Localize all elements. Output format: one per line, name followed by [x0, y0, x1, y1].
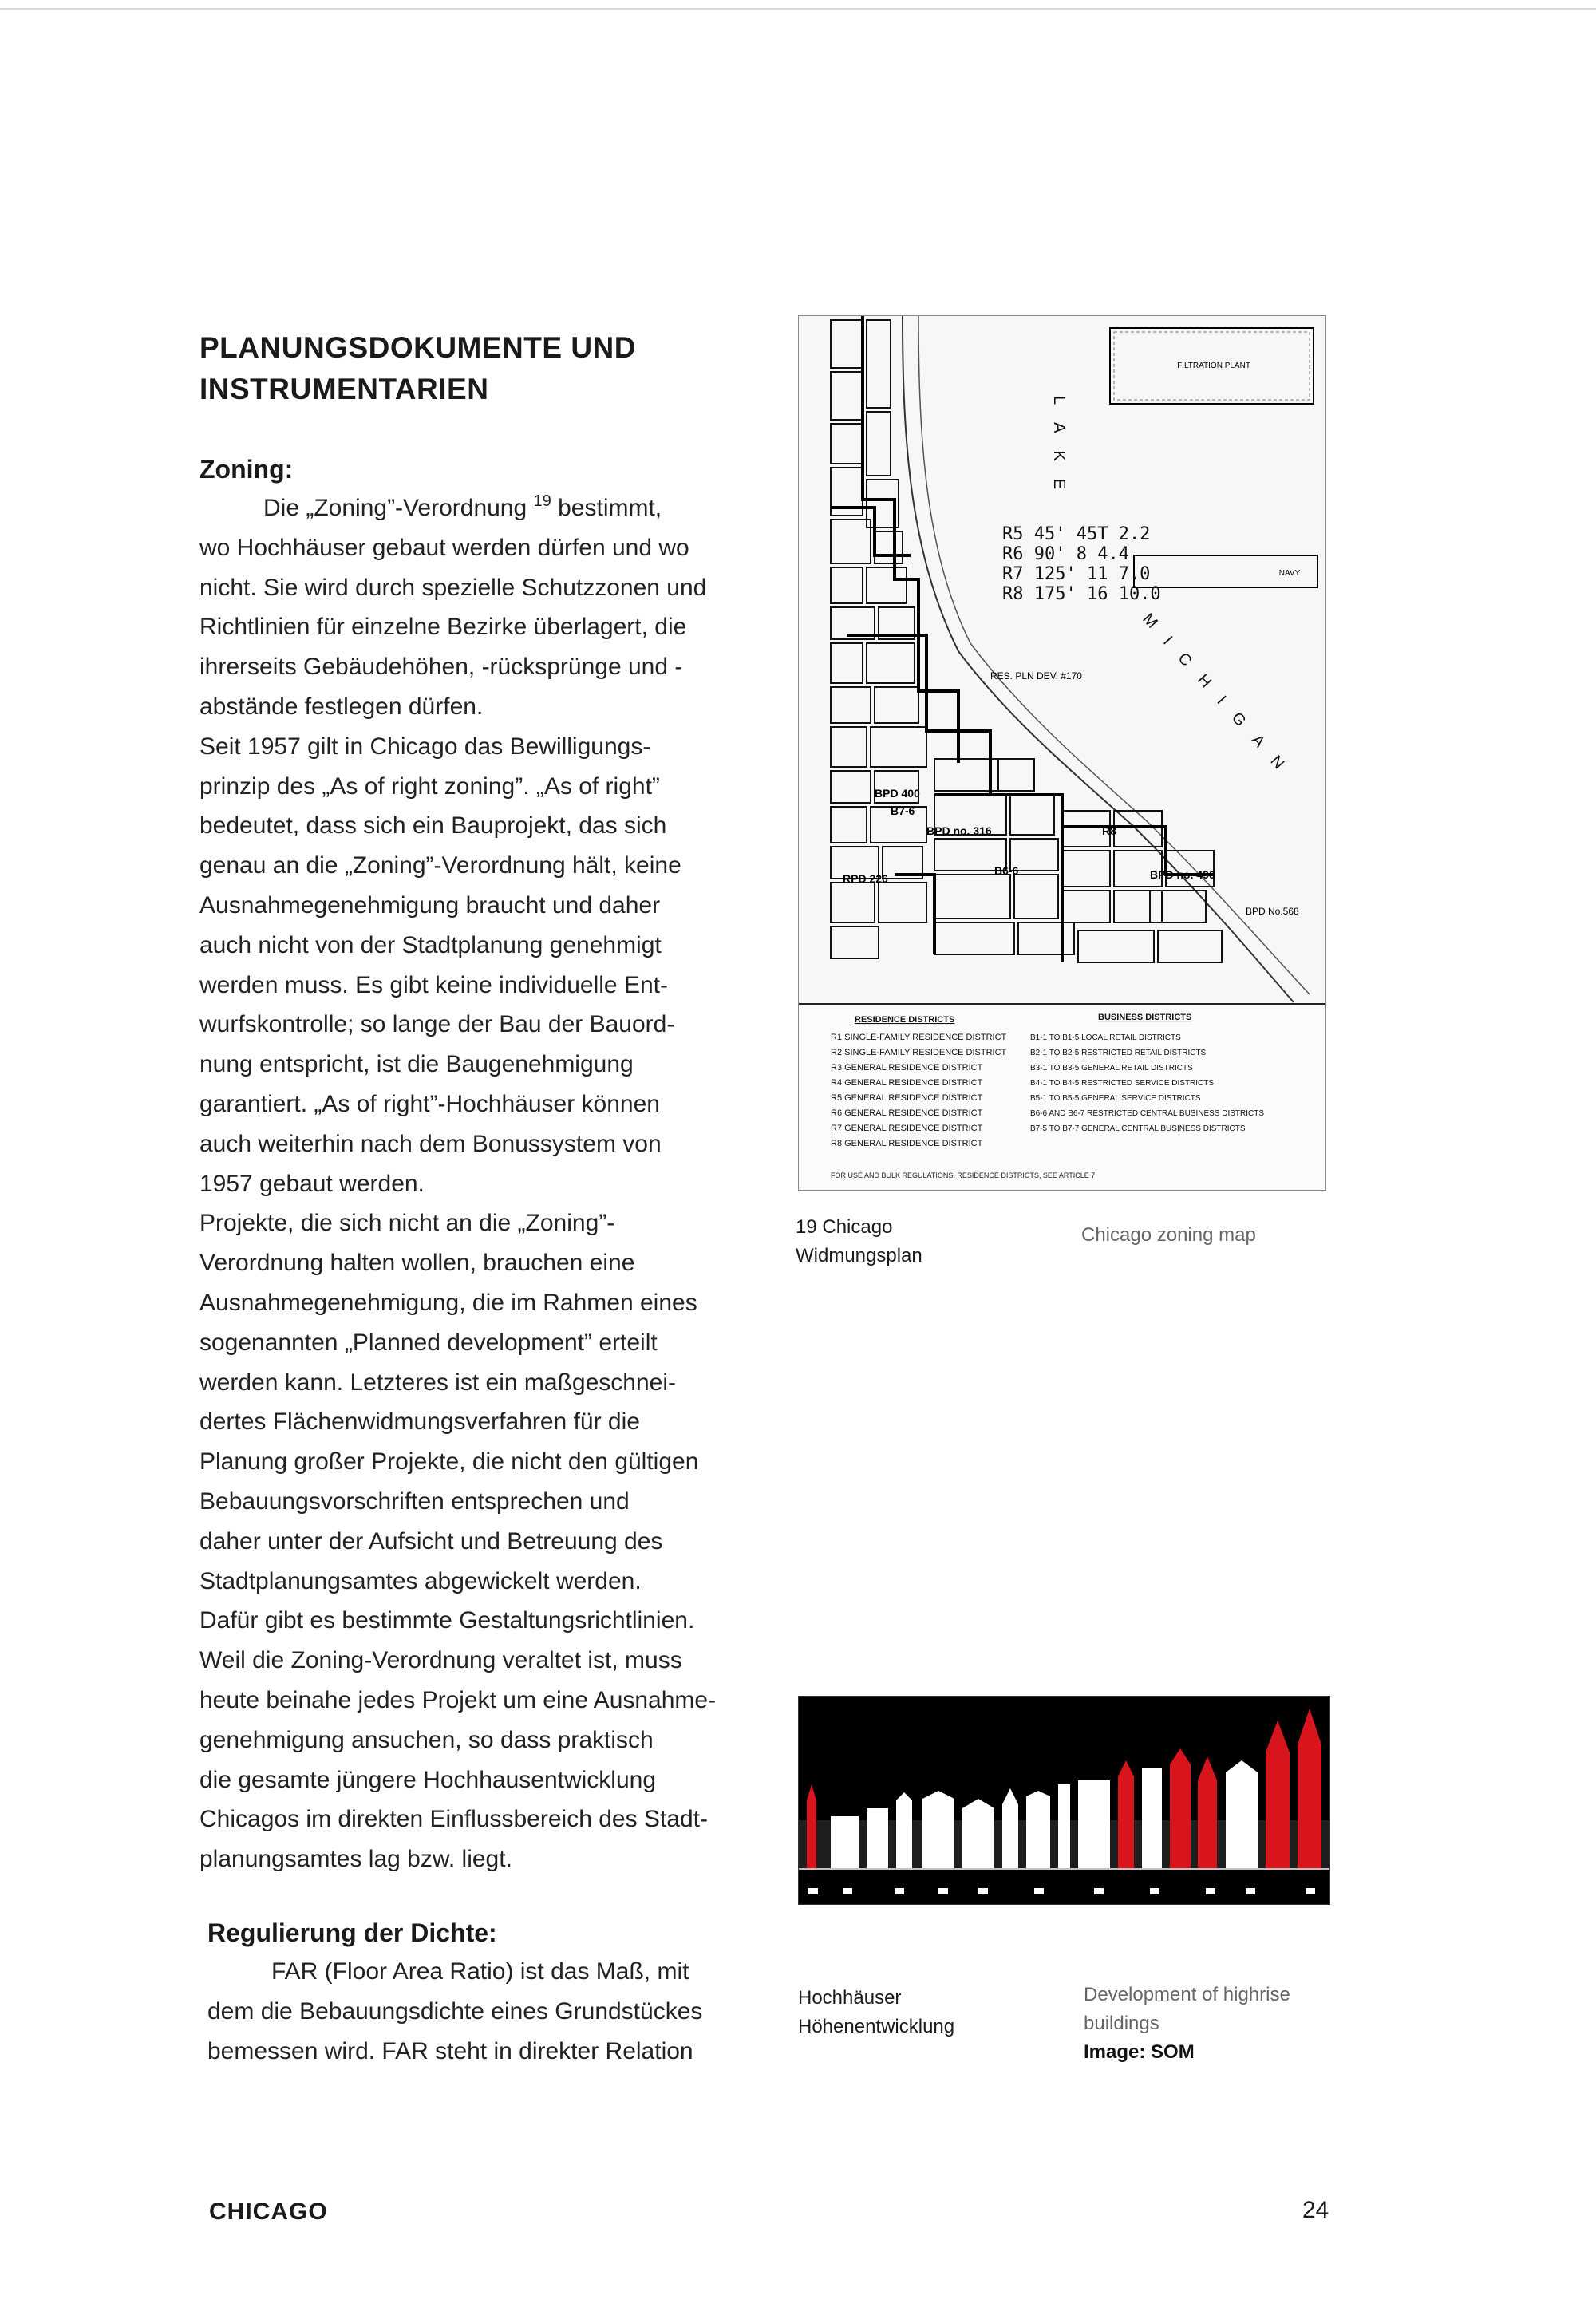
- map-b66-label: B6-6: [994, 864, 1019, 877]
- map-height-row: R6 90' 8 4.4: [1002, 544, 1129, 564]
- zoning-line: prinzip des „As of right zoning”. „As of right”: [200, 772, 660, 800]
- zoning-line: nung entspricht, ist die Baugenehmigung: [200, 1051, 634, 1078]
- top-rule: [0, 8, 1596, 10]
- map-filtration-label: FILTRATION PLANT: [1177, 361, 1250, 370]
- building-red: [807, 1784, 816, 1868]
- image-credit: Image: SOM: [1084, 2041, 1195, 2063]
- highrise-development-image: [798, 1696, 1330, 1905]
- building-white: [962, 1799, 994, 1868]
- zoning-line: die gesamte jüngere Hochhausentwicklung: [200, 1766, 657, 1793]
- building-white: [1058, 1784, 1070, 1868]
- map-lake-label: LAKE: [1050, 396, 1068, 508]
- zoning-line: 1957 gebaut werden.: [200, 1170, 425, 1197]
- highrise-caption-de-line: Höhenentwicklung: [798, 2016, 955, 2037]
- density-body: [207, 1952, 702, 2071]
- map-height-row: R5 45' 45T 2.2: [1002, 524, 1151, 544]
- section-heading-line-2: INSTRUMENTARIEN: [200, 373, 489, 405]
- legend-business-item: B2-1 TO B2-5 RESTRICTED RETAIL DISTRICTS: [1030, 1049, 1207, 1057]
- building-white: [1026, 1791, 1050, 1868]
- zoning-line: Ausnahmegenehmigung braucht und daher: [200, 891, 661, 919]
- zoning-line: ihrerseits Gebäudehöhen, -rücksprünge und -: [200, 654, 683, 681]
- legend-residence-item: R5 GENERAL RESIDENCE DISTRICT: [831, 1093, 983, 1103]
- building-red: [1118, 1760, 1134, 1868]
- legend-residence-item: R1 SINGLE-FAMILY RESIDENCE DISTRICT: [831, 1033, 1007, 1042]
- building-white: [1226, 1760, 1258, 1868]
- zoning-line: daher unter der Aufsicht und Betreuung des: [200, 1527, 663, 1555]
- zoning-line: Richtlinien für einzelne Bezirke überlagert, die: [200, 614, 687, 641]
- legend-residence-item: R2 SINGLE-FAMILY RESIDENCE DISTRICT: [831, 1048, 1007, 1057]
- legend-business-item: B3-1 TO B3-5 GENERAL RETAIL DISTRICTS: [1030, 1064, 1193, 1073]
- legend-residence-item: R7 GENERAL RESIDENCE DISTRICT: [831, 1124, 983, 1133]
- section-heading-line-1: PLANUNGSDOKUMENTE UND: [200, 331, 636, 364]
- density-line: FAR (Floor Area Ratio) ist das Maß, mit: [271, 1958, 689, 1985]
- map-caption-en: Chicago zoning map: [1081, 1224, 1256, 1246]
- zoning-line: genau an die „Zoning”-Verordnung hält, keine: [200, 852, 681, 879]
- legend-residence-item: R8 GENERAL RESIDENCE DISTRICT: [831, 1139, 983, 1148]
- marker: [843, 1888, 852, 1894]
- legend-business-item: B7-5 TO B7-7 GENERAL CENTRAL BUSINESS DISTRICTS: [1030, 1124, 1246, 1133]
- zoning-line: Seit 1957 gilt in Chicago das Bewilligungs-: [200, 733, 651, 760]
- highrise-caption-en-line: Development of highrise: [1084, 1984, 1290, 2005]
- map-height-row: R7 125' 11 7.0: [1002, 564, 1151, 584]
- zoning-line: sogenannten „Planned development” erteilt: [200, 1329, 658, 1356]
- zoning-line: Projekte, die sich nicht an die „Zoning”-: [200, 1210, 615, 1237]
- zoning-line: bedeutet, dass sich ein Bauprojekt, das sich: [200, 812, 667, 840]
- zoning-line: auch weiterhin nach dem Bonussystem von: [200, 1130, 662, 1157]
- highrise-caption-de: [798, 1984, 954, 2041]
- marker: [938, 1888, 948, 1894]
- building-white: [922, 1791, 954, 1868]
- map-bpd400-label: BPD 400: [875, 787, 920, 800]
- zoning-line: dertes Flächenwidmungsverfahren für die: [200, 1408, 640, 1436]
- zoning-line: wurfskontrolle; so lange der Bau der Bauord-: [200, 1011, 675, 1038]
- marker: [895, 1888, 904, 1894]
- marker: [1150, 1888, 1159, 1894]
- building-white: [1142, 1768, 1162, 1868]
- marker: [808, 1888, 818, 1894]
- zoning-body: [200, 488, 716, 1879]
- zoning-line: auch nicht von der Stadtplanung genehmigt: [200, 931, 662, 958]
- zoning-line: Weil die Zoning-Verordnung veraltet ist, muss: [200, 1647, 682, 1674]
- marker: [1094, 1888, 1104, 1894]
- map-caption-de-line: 19 Chicago: [796, 1216, 893, 1238]
- density-heading: Regulierung der Dichte:: [207, 1918, 497, 1947]
- highrise-caption-de-line: Hochhäuser: [798, 1987, 902, 2009]
- zoning-line: genehmigung ansuchen, so dass praktisch: [200, 1726, 654, 1753]
- legend-business-item: B5-1 TO B5-5 GENERAL SERVICE DISTRICTS: [1030, 1094, 1201, 1103]
- legend-business-item: B4-1 TO B4-5 RESTRICTED SERVICE DISTRICTS: [1030, 1079, 1215, 1088]
- zoning-line: Planung großer Projekte, die nicht den gültigen: [200, 1448, 699, 1476]
- marker: [1206, 1888, 1215, 1894]
- building-white: [896, 1792, 912, 1868]
- zoning-line: Ausnahmegenehmigung, die im Rahmen eines: [200, 1289, 697, 1316]
- zoning-line-tail: bestimmt,: [551, 495, 662, 521]
- map-michigan-label: MICHIGAN: [1139, 610, 1300, 786]
- legend-residence-item: R4 GENERAL RESIDENCE DISTRICT: [831, 1078, 983, 1088]
- density-line: bemessen wird. FAR steht in direkter Relation: [207, 2037, 693, 2064]
- highrise-caption-en: [1084, 1981, 1290, 2067]
- building-red: [1170, 1748, 1191, 1868]
- map-bpd490-label: BPD no. 490: [1150, 868, 1215, 881]
- page-number: 24: [1302, 2197, 1329, 2223]
- zoning-line: Dafür gibt es bestimmte Gestaltungsrichtlinien.: [200, 1607, 695, 1634]
- legend-residence-item: R6 GENERAL RESIDENCE DISTRICT: [831, 1108, 983, 1118]
- density-line: dem die Bebauungsdichte eines Grundstückes: [207, 1997, 703, 2025]
- map-r8-label: R8: [1102, 824, 1116, 837]
- zoning-line: wo Hochhäuser gebaut werden dürfen und wo: [200, 534, 689, 561]
- building-white: [867, 1808, 888, 1868]
- zoning-line: Stadtplanungsamtes abgewickelt werden.: [200, 1567, 642, 1594]
- map-caption-de: [796, 1213, 922, 1270]
- building-white: [831, 1816, 859, 1868]
- zoning-line: Chicagos im direkten Einflussbereich des Stadt-: [200, 1806, 708, 1833]
- map-rpd226-label: RPD 226: [843, 872, 888, 885]
- building-white: [1002, 1788, 1018, 1868]
- map-caption-de-line: Widmungsplan: [796, 1245, 922, 1266]
- marker: [1246, 1888, 1255, 1894]
- map-b76-label: B7-6: [891, 804, 915, 817]
- zoning-line: werden muss. Es gibt keine individuelle Ent-: [200, 971, 668, 998]
- zoning-heading: Zoning:: [200, 455, 294, 484]
- legend-residence-title: RESIDENCE DISTRICTS: [855, 1015, 955, 1025]
- legend-business-item: B1-1 TO B1-5 LOCAL RETAIL DISTRICTS: [1030, 1033, 1181, 1042]
- section-heading: [200, 327, 742, 410]
- zoning-line: heute beinahe jedes Projekt um eine Ausnahme-: [200, 1686, 717, 1713]
- zoning-line: abstände festlegen dürfen.: [200, 693, 484, 720]
- map-bpd568-label: BPD No.568: [1246, 906, 1299, 917]
- legend-footnote: FOR USE AND BULK REGULATIONS, RESIDENCE DISTRICTS, SEE ARTICLE 7: [831, 1171, 1096, 1179]
- map-navy-label: NAVY: [1278, 569, 1301, 578]
- map-bpd316-label: BPD no. 316: [926, 824, 992, 837]
- zoning-line: garantiert. „As of right”-Hochhäuser können: [200, 1090, 660, 1117]
- zoning-line: planungsamtes lag bzw. liegt.: [200, 1846, 512, 1873]
- zoning-line: Bebauungsvorschriften entsprechen und: [200, 1487, 630, 1515]
- marker: [1306, 1888, 1315, 1894]
- zoning-line-text: Die „Zoning”-Verordnung: [263, 495, 527, 521]
- footer-section-name: CHICAGO: [209, 2199, 328, 2225]
- map-respln-label: RES. PLN DEV. #170: [990, 670, 1082, 681]
- highrise-caption-en-line: buildings: [1084, 2013, 1159, 2034]
- zoning-line: nicht. Sie wird durch spezielle Schutzzonen und: [200, 574, 707, 601]
- zoning-line: [200, 488, 716, 528]
- legend-residence-item: R3 GENERAL RESIDENCE DISTRICT: [831, 1063, 983, 1073]
- legend-business-item: B6-6 AND B6-7 RESTRICTED CENTRAL BUSINESS DISTRICTS: [1030, 1109, 1265, 1118]
- map-height-row: R8 175' 16 10.0: [1002, 584, 1161, 604]
- zoning-line: werden kann. Letzteres ist ein maßgeschnei-: [200, 1369, 676, 1396]
- building-white: [1078, 1780, 1110, 1868]
- zoning-line: Verordnung halten wollen, brauchen eine: [200, 1250, 635, 1277]
- legend-business-title: BUSINESS DISTRICTS: [1098, 1013, 1192, 1022]
- chicago-zoning-map: [798, 315, 1326, 1191]
- footnote-ref: 19: [533, 492, 551, 510]
- marker: [978, 1888, 988, 1894]
- marker: [1034, 1888, 1044, 1894]
